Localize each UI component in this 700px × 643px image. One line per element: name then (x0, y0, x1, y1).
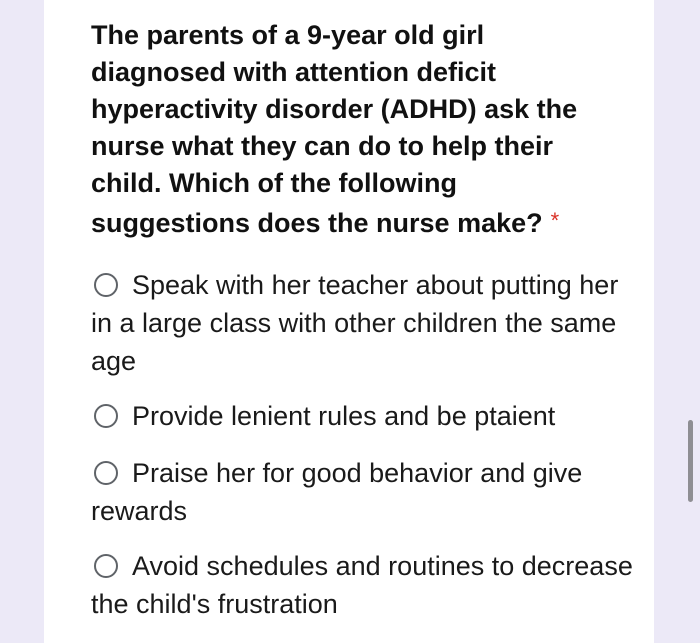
required-marker: * (550, 208, 560, 233)
option-item[interactable] (91, 397, 636, 435)
option-label: Provide lenient rules and be ptaient (132, 401, 556, 431)
question-title (91, 17, 621, 242)
question-card (44, 0, 654, 643)
option-label: Speak with her teacher about putting her in a large class with other children the same age (91, 270, 619, 376)
question-text: The parents of a 9-year old girl diagnosed with attention deficit hyperactivity disorder (ADHD) ask the nurse what they can do to help their child. Which of the following suggestions does the nurse make? (91, 20, 578, 238)
radio-unchecked-icon[interactable] (94, 273, 118, 297)
option-label: Praise her for good behavior and give rewards (91, 458, 583, 526)
radio-unchecked-icon[interactable] (94, 461, 118, 485)
radio-unchecked-icon[interactable] (94, 404, 118, 428)
scrollbar-thumb[interactable] (688, 420, 693, 502)
radio-unchecked-icon[interactable] (94, 554, 118, 578)
option-label: Avoid schedules and routines to decrease the child's frustration (91, 551, 633, 619)
option-item[interactable] (91, 266, 636, 380)
option-item[interactable] (91, 547, 636, 623)
option-item[interactable] (91, 454, 636, 530)
